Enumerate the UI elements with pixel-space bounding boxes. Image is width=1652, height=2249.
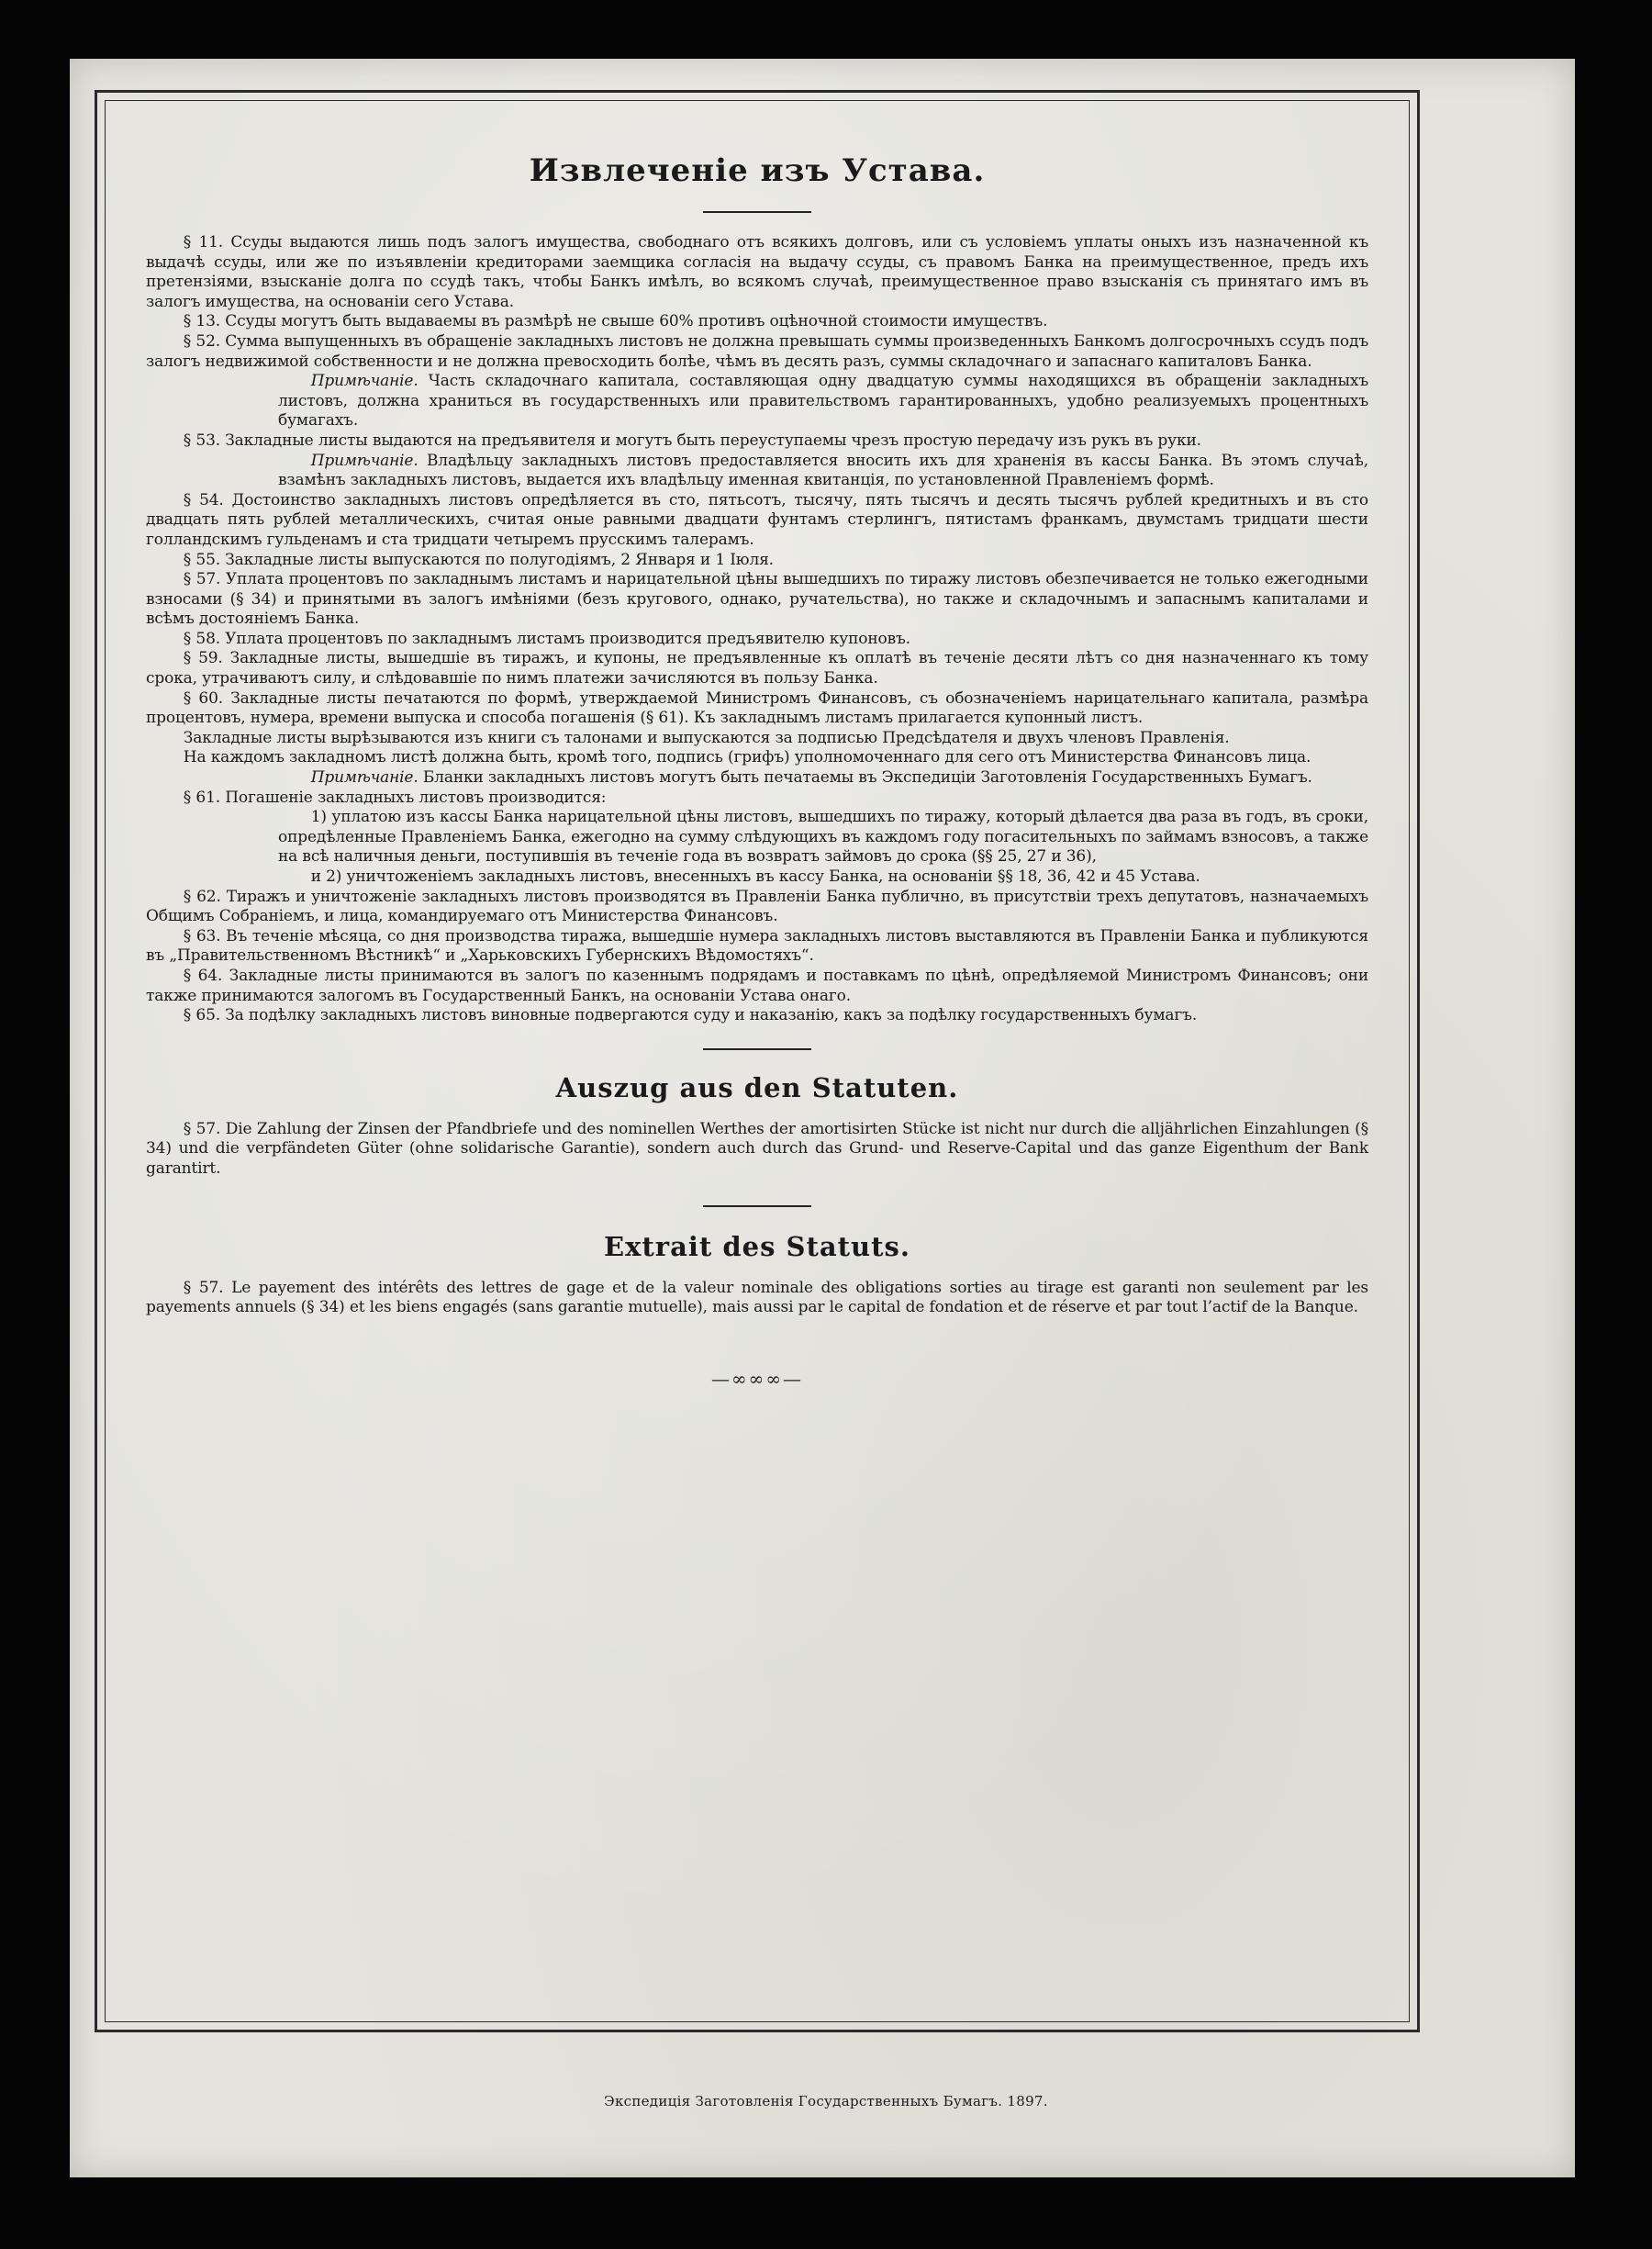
paragraph-60: § 60. Закладные листы печатаются по формѣ, утверждаемой Министромъ Финансовъ, съ обозначеніемъ нарицательнаго капитала, размѣра процентовъ, нумера, времени выпуска и способа погашенія (§ 61). Къ закладнымъ листамъ прилагается купонный листъ.	[146, 688, 1368, 728]
german-title: Auszug aus den Statuten.	[555, 1071, 959, 1103]
paragraph-60-b: Закладные листы вырѣзываются изъ книги съ талонами и выпускаются за подписью Предсѣдателя и двухъ членовъ Правленія.	[183, 728, 1230, 747]
paragraph-11: § 11. Ссуды выдаются лишь подъ залогъ имущества, свободнаго отъ всякихъ долговъ, или съ условіемъ уплаты оныхъ изъ назначенной къ выдачѣ ссуды, или же по изъявленіи кредиторами заемщика согласія на выдачу ссуды, съ правомъ Банка на преимущественное, предъ ихъ претензіями, взысканіе долга по ссудѣ такъ, чтобы Банкъ имѣлъ, во всякомъ случаѣ, преимущественное право взысканія съ принятаго имъ въ залогъ имущества, на основаніи сего Устава.	[146, 233, 1368, 311]
note-label: Примѣчаніе.	[310, 372, 419, 391]
paragraph-64: § 64. Закладные листы принимаются въ залогъ по казеннымъ подрядамъ и поставкамъ по цѣнѣ, опредѣляемой Министромъ Финансовъ; они также принимаются залогомъ въ Государственный Банкъ, на основаніи Устава онаго.	[146, 966, 1368, 1005]
paragraph-62: § 62. Тиражъ и уничтоженіе закладныхъ листовъ производятся въ Правленіи Банка публично, въ присутствіи трехъ депутатовъ, назначаемыхъ Общимъ Собраніемъ, и лица, командируемаго отъ Министерства Финансовъ.	[146, 887, 1368, 926]
paragraph-52: § 52. Сумма выпущенныхъ въ обращеніе закладныхъ листовъ не должна превышать суммы произведенныхъ Банкомъ долгосрочныхъ ссудъ подъ залогъ недвижимой собственности и не должна превосходить болѣе, чѣмъ въ десять разъ, суммы складочнаго и запаснаго капиталовъ Банка.	[146, 331, 1368, 371]
paragraph-57-fr: § 57. Le payement des intérêts des lettres de gage et de la valeur nominale des obligations sorties au tirage est garanti non seulement par les payements annuels (§ 34) et les biens engagés (sans garantie mutuelle), mais aussi par le capital de fondation et de réserve et par tout l’actif de la Banque.	[146, 1278, 1368, 1317]
note-52	[146, 372, 1368, 431]
paragraph-60-c: На каждомъ закладномъ листѣ должна быть, кромѣ того, подпись (грифъ) уполномоченнаго для сего отъ Министерства Финансовъ лица.	[183, 748, 1312, 767]
paragraph-13: § 13. Ссуды могутъ быть выдаваемы въ размѣрѣ не свыше 60% противъ оцѣночной стоимости имуществъ.	[183, 312, 1048, 331]
paragraph-53: § 53. Закладные листы выдаются на предъявителя и могутъ быть переуступаемы чрезъ простую передачу изъ рукъ въ руки.	[183, 431, 1201, 450]
ornament-divider: —∞∞∞—	[711, 1367, 803, 1390]
document-content	[146, 147, 1368, 1390]
title-divider	[703, 211, 811, 213]
paragraph-61-item-1: 1) уплатою изъ кассы Банка нарицательной цѣны листовъ, вышедшихъ по тиражу, который дѣлается два раза въ годъ, въ сроки, опредѣленные Правленіемъ Банка, ежегодно на сумму слѣдующихъ въ каждомъ году погасительныхъ по займамъ взносовъ, а также на всѣ наличныя деньги, поступившія въ теченіе года въ возвратъ займовъ до срока (§§ 25, 27 и 36),	[278, 808, 1368, 867]
russian-title: Извлеченіе изъ Устава.	[529, 152, 986, 189]
paragraph-57-de: § 57. Die Zahlung der Zinsen der Pfandbriefe und des nominellen Werthes der amortisirten Stücke ist nicht nur durch die alljährlichen Einzahlungen (§ 34) und die verpfändeten Güter (ohne solidarische Garantie), sondern auch durch das Grund- und Reserve-Capital und das ganze Eigenthum der Bank garantirt.	[146, 1119, 1368, 1178]
note-label: Примѣчаніе.	[310, 451, 419, 470]
section-divider	[703, 1048, 811, 1050]
note-60	[146, 768, 1368, 789]
paragraph-61: § 61. Погашеніе закладныхъ листовъ производится:	[183, 788, 607, 807]
note-53	[146, 452, 1368, 491]
note-text: Владѣльцу закладныхъ листовъ предоставляется вносить ихъ для храненія въ кассы Банка. Въ этомъ случаѣ, взамѣнъ закладныхъ листовъ, выдается ихъ владѣльцу именная квитанція, по установленной Правленіемъ формѣ.	[278, 451, 1368, 490]
printer-footer: Экспедиція Заготовленія Государственныхъ Бумагъ. 1897.	[604, 2093, 1048, 2109]
paragraph-54: § 54. Достоинство закладныхъ листовъ опредѣляется въ сто, пятьсотъ, тысячу, пять тысячъ и десять тысячъ рублей кредитныхъ и въ сто двадцать пять рублей металлическихъ, считая оные равными двадцати фунтамъ стерлингъ, пятистамъ франкамъ, двумстамъ тридцати шести голландскимъ гульденамъ и ста тридцати четыремъ прусскимъ талерамъ.	[146, 490, 1368, 549]
french-title: Extrait des Statuts.	[604, 1230, 910, 1262]
note-label: Примѣчаніе.	[310, 768, 419, 788]
paragraph-57-ru: § 57. Уплата процентовъ по закладнымъ листамъ и нарицательной цѣны вышедшихъ по тиражу листовъ обезпечивается не только ежегодными взносами (§ 34) и принятыми въ залогъ имѣніями (безъ кругового, однако, ручательства), но также и складочнымъ и запаснымъ капиталами и всѣмъ достояніемъ Банка.	[146, 570, 1368, 629]
paragraph-63: § 63. Въ теченіе мѣсяца, со дня производства тиража, вышедшіе нумера закладныхъ листовъ выставляются въ Правленіи Банка и публикуются въ „Правительственномъ Вѣстникѣ“ и „Харьковскихъ Губернскихъ Вѣдомостяхъ“.	[146, 926, 1368, 966]
paragraph-55: § 55. Закладные листы выпускаются по полугодіямъ, 2 Января и 1 Іюля.	[183, 550, 774, 569]
paragraph-61-item-2: и 2) уничтоженіемъ закладныхъ листовъ, внесенныхъ въ кассу Банка, на основаніи §§ 18, 36, 42 и 45 Устава.	[310, 867, 1200, 886]
note-text: Часть складочнаго капитала, составляющая одну двадцатую суммы находящихся въ обращеніи закладныхъ листовъ, должна храниться въ государственныхъ или правительствомъ гарантированныхъ, удобно реализуемыхъ процентныхъ бумагахъ.	[278, 372, 1368, 431]
paragraph-59: § 59. Закладные листы, вышедшіе въ тиражъ, и купоны, не предъявленные къ оплатѣ въ теченіе десяти лѣтъ со дня назначеннаго къ тому срока, утрачиваютъ силу, и слѣдовавшіе по нимъ платежи зачисляются въ пользу Банка.	[146, 649, 1368, 688]
section-divider	[703, 1205, 811, 1207]
paragraph-58: § 58. Уплата процентовъ по закладнымъ листамъ производится предъявителю купоновъ.	[183, 629, 910, 648]
paragraph-65: § 65. За подѣлку закладныхъ листовъ виновные подвергаются суду и наказанію, какъ за подѣлку государственныхъ бумагъ.	[183, 1006, 1198, 1025]
note-text: Бланки закладныхъ листовъ могутъ быть печатаемы въ Экспедиціи Заготовленія Государственныхъ Бумагъ.	[418, 768, 1312, 788]
